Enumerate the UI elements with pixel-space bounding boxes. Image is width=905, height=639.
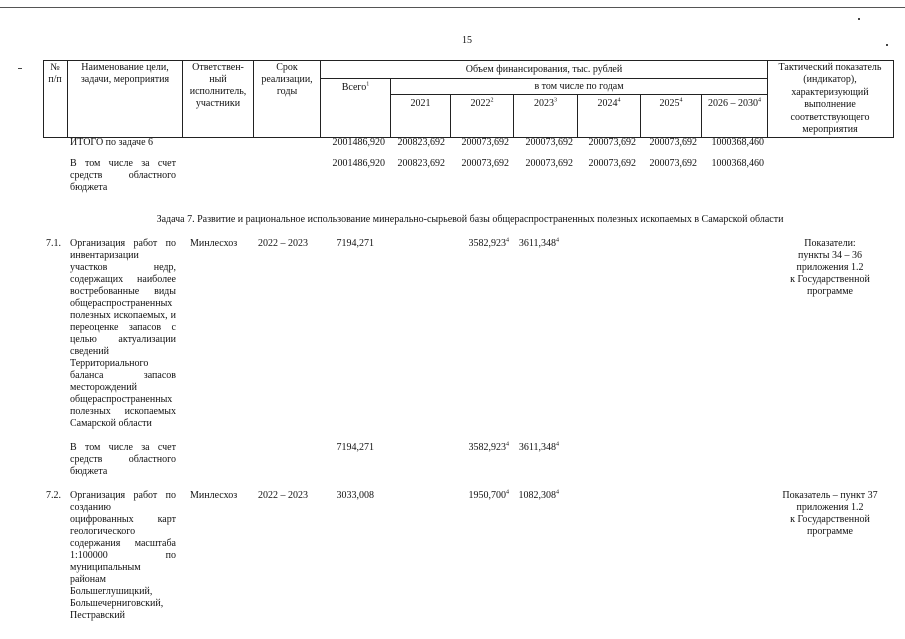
- incl-task6-value: 200073,692: [588, 158, 636, 169]
- header-year: 2023$^3$: [534, 97, 557, 109]
- row-7-2-2023: 1082,308$^4$: [518, 489, 559, 501]
- row-7-1-2023: 3611,348$^4$: [518, 237, 559, 249]
- total-task6-value: 1000368,460: [711, 137, 764, 148]
- header-year: 2024$^4$: [597, 97, 621, 109]
- row-7-1-name: Организация работ по инвентаризации участков недр, содержащих наиболее востребованные виды общераспространенных полезных ископаемых, и переоценке запасов с целью актуализации сведений Территориального баланса запасов месторождений общераспространенных полезных ископаемых Самарской области: [70, 238, 176, 429]
- incl-task6-value: 2001486,920: [332, 158, 385, 169]
- header-indicator: Тактический показатель (индикатор), характеризующий выполнение соответствующего мероприятия: [778, 62, 882, 136]
- total-task6-value: 200823,692: [397, 137, 445, 148]
- header-year: 2025$^4$: [659, 97, 683, 109]
- header-term: Срок реализации, годы: [261, 62, 313, 97]
- header-year: 2022$^2$: [470, 97, 494, 109]
- row-7-2-name: Организация работ по созданию оцифрованных карт геологического содержания масштаба 1:100000 по муниципальным районам Большеглушицкий, Большечерниговский, Пестравский: [70, 490, 176, 621]
- row-7-2-2022: 1950,700$^4$: [468, 489, 509, 501]
- scan-edge: [0, 0, 905, 8]
- total-task6-value: 200073,692: [588, 137, 636, 148]
- header-num: № п/п: [48, 62, 62, 85]
- incl-7-1-2023: 3611,348$^4$: [518, 441, 559, 453]
- header-divider: [390, 94, 767, 95]
- total-task6-value: 200073,692: [525, 137, 573, 148]
- row-7-2-term: 2022 – 2023: [258, 490, 308, 501]
- page-number: 15: [462, 35, 472, 46]
- row-7-2-responsible: Минлесхоз: [190, 490, 238, 501]
- header-year: 2021: [410, 98, 431, 109]
- scan-speck: [886, 44, 888, 46]
- total-task6-value: 2001486,920: [332, 137, 385, 148]
- incl-task6-value: 200073,692: [649, 158, 697, 169]
- row-7-1-2022: 3582,923$^4$: [468, 237, 509, 249]
- header-funding: Объем финансирования, тыс. рублей: [465, 64, 623, 75]
- scan-speck: [18, 68, 22, 69]
- task7-heading: Задача 7. Развитие и рациональное использование минерально-сырьевой базы общераспространенных полезных ископаемых в Самарской области: [156, 214, 784, 225]
- total-task6-value: 200073,692: [461, 137, 509, 148]
- total-task6-label: ИТОГО по задаче 6: [70, 137, 154, 148]
- incl-7-1-label: В том числе за счет средств областного бюджета: [70, 442, 176, 477]
- incl-task6-label: В том числе за счет средств областного бюджета: [70, 158, 176, 193]
- row-7-2-number: 7.2.: [46, 490, 61, 501]
- header-name: Наименование цели, задачи, мероприятия: [80, 62, 170, 85]
- header-responsible: Ответствен- ный исполнитель, участники: [189, 62, 247, 109]
- row-7-1-total: 7194,271: [336, 238, 374, 249]
- row-7-1-number: 7.1.: [46, 238, 61, 249]
- incl-task6-value: 200073,692: [525, 158, 573, 169]
- incl-task6-value: 200823,692: [397, 158, 445, 169]
- header-by-years: в том числе по годам: [534, 81, 624, 92]
- incl-7-1-total: 7194,271: [336, 442, 374, 453]
- incl-7-1-2022: 3582,923$^4$: [468, 441, 509, 453]
- row-7-2-total: 3033,008: [336, 490, 374, 501]
- row-7-1-indicator: Показатели: пункты 34 – 36 приложения 1.2 к Государственной программе: [790, 238, 870, 297]
- row-7-2-indicator: Показатель – пункт 37 приложения 1.2 к Государственной программе: [782, 490, 878, 537]
- header-year: 2026 – 2030$^4$: [708, 97, 761, 109]
- row-7-1-term: 2022 – 2023: [258, 238, 308, 249]
- incl-task6-value: 1000368,460: [711, 158, 764, 169]
- header-divider: [320, 78, 767, 79]
- total-task6-value: 200073,692: [649, 137, 697, 148]
- row-7-1-responsible: Минлесхоз: [190, 238, 238, 249]
- incl-task6-value: 200073,692: [461, 158, 509, 169]
- header-total: Всего$^1$: [341, 81, 370, 93]
- scan-speck: [858, 18, 860, 20]
